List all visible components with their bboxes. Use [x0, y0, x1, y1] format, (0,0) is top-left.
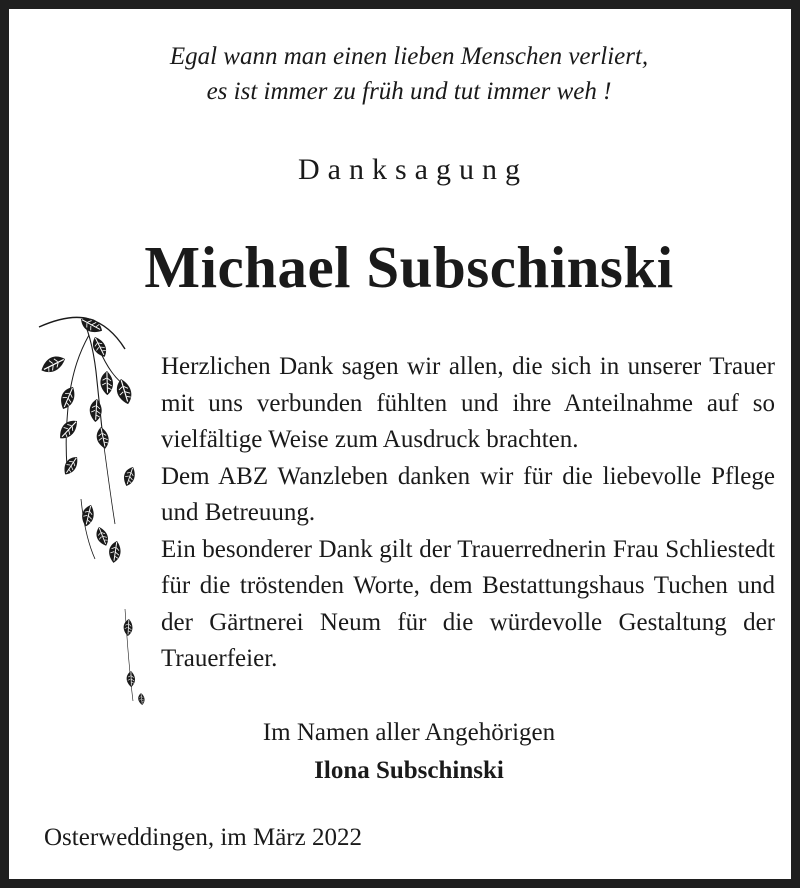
motto-line-2: es ist immer zu früh und tut immer weh !: [206, 78, 612, 105]
thank-you-text: [161, 349, 775, 678]
signoff-line: Im Namen aller Angehörigen: [262, 719, 556, 746]
place-and-date: Osterweddingen, im März 2022: [44, 824, 362, 851]
paragraph-1: Herzlichen Dank sagen wir allen, die sich in unserer Trauer mit uns verbunden fühlten und ihre Anteilnahme auf so vielfältige Weise zum Ausdruck brachten.: [161, 353, 775, 453]
motto-line-1: Egal wann man einen lieben Menschen verliert,: [169, 43, 649, 70]
paragraph-2: Dem ABZ Wanzleben danken wir für die liebevolle Pflege und Betreuung.: [161, 462, 775, 526]
signoff: [9, 714, 800, 790]
deceased-name: Michael Subschinski: [144, 234, 674, 300]
birch-branch-icon: [37, 309, 149, 714]
paragraph-3: Ein besonderer Dank gilt der Trauerrednerin Frau Schliestedt für die tröstenden Worte, dem Bestattungshaus Tuchen und der Gärtnerei Neum für die würdevolle Gestaltung der Trauerfeier.: [161, 535, 775, 672]
motto: [9, 39, 800, 109]
heading-danksagung: Danksagung: [298, 153, 528, 186]
signer-name: Ilona Subschinski: [314, 757, 504, 784]
